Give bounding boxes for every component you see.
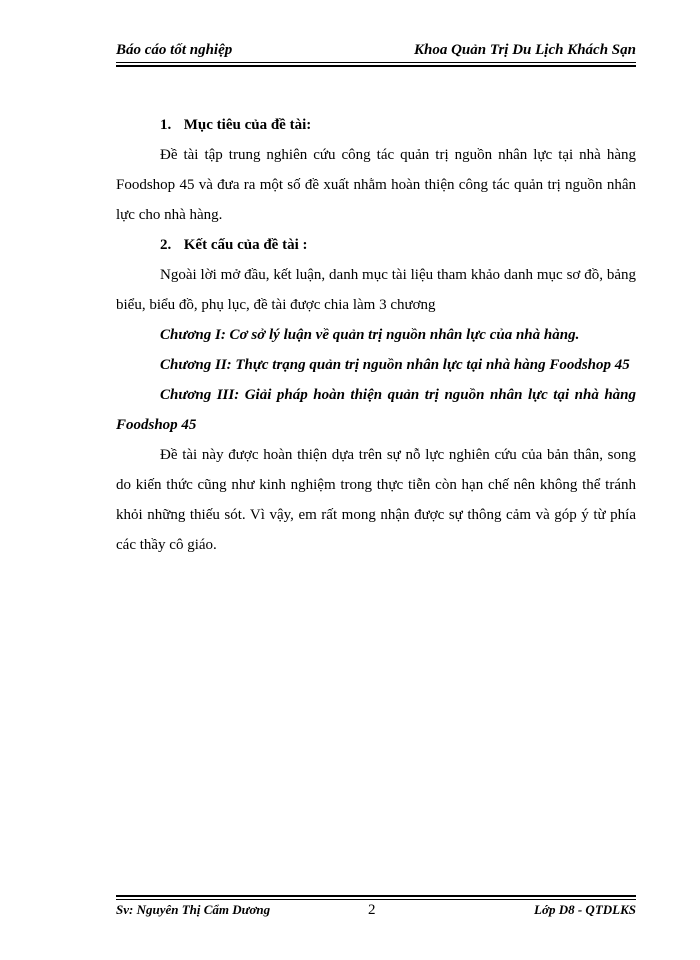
footer-class-name: Lớp D8 - QTDLKS [534, 902, 636, 917]
section-title: Mục tiêu của đề tài: [183, 117, 312, 133]
chapter-1-line: Chương I: Cơ sở lý luận về quản trị nguồn nhân lực của nhà hàng. [160, 327, 580, 343]
section-number: 2. [160, 237, 172, 253]
section-title: Kết cấu của đề tài : [183, 237, 308, 253]
section-heading-structure [116, 230, 636, 260]
paragraph-objectives: Đề tài tập trung nghiên cứu công tác quản trị nguồn nhân lực tại nhà hàng Foodshop 45 và đưa ra một số đề xuất nhằm hoàn thiện công tác quản trị nguồn nhân lực cho nhà hàng. [116, 147, 636, 223]
header-faculty-name: Khoa Quản Trị Du Lịch Khách Sạn [413, 42, 636, 58]
header-report-title: Báo cáo tốt nghiệp [116, 42, 233, 58]
chapter-2-line: Chương II: Thực trạng quản trị nguồn nhân lực tại nhà hàng Foodshop 45 [160, 357, 630, 373]
header-rule-thin [116, 62, 636, 63]
page-number: 2 [368, 902, 376, 918]
page-body [116, 110, 636, 560]
paragraph-closing: Đề tài này được hoàn thiện dựa trên sự nỗ lực nghiên cứu của bản thân, song do kiến thức cũng như kinh nghiệm trong thực tiễn còn hạn chế nên không thể tránh khỏi những thiếu sót. Vì vậy, em rất mong nhận được sự thông cảm và góp ý từ phía các thầy cô giáo. [116, 447, 636, 553]
footer-rule-thick [116, 895, 636, 897]
footer-student-name: Sv: Nguyên Thị Cẩm Dương [116, 902, 271, 917]
section-number: 1. [160, 117, 172, 133]
chapter-3-line: Chương III: Giải pháp hoàn thiện quản trị nguồn nhân lực tại nhà hàng Foodshop 45 [116, 387, 636, 433]
paragraph-structure: Ngoài lời mở đầu, kết luận, danh mục tài liệu tham khảo danh mục sơ đồ, bảng biểu, biểu đồ, phụ lục, đề tài được chia làm 3 chương [116, 267, 636, 313]
page-footer [116, 902, 636, 922]
footer-rule-thin [116, 899, 636, 900]
section-heading-objectives [116, 110, 636, 140]
header-rule-thick [116, 65, 636, 67]
page-header [116, 38, 636, 62]
